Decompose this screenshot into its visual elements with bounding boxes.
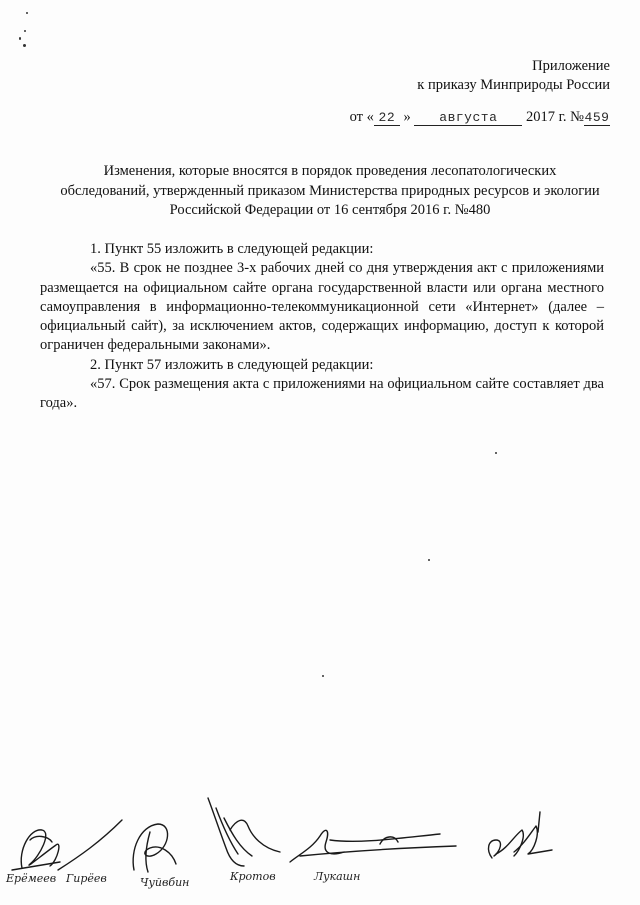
order-year-label: 2017 г. № <box>525 109 584 125</box>
order-mid: » <box>403 109 411 125</box>
item-2-quote: «57. Срок размещения акта с приложениями на официальном сайте составляет два года». <box>40 376 604 412</box>
signature-name-4: Кротов <box>230 870 276 883</box>
signature-name-1: Ерёмеев <box>6 872 57 885</box>
signature-strokes <box>0 790 640 905</box>
appendix-label: Приложение <box>532 58 610 74</box>
appendix-order-ref: к приказу Минприроды России <box>417 77 610 93</box>
order-day: 22 <box>374 111 400 126</box>
signature-name-5: Лукашн <box>314 870 361 883</box>
signature-name-3: Чуйвбин <box>140 876 190 889</box>
order-month: августа <box>414 111 522 126</box>
order-number: 459 <box>584 110 610 125</box>
item-2-heading: 2. Пункт 57 изложить в следующей редакции: <box>90 356 374 373</box>
item-1-quote: «55. В срок не позднее 3-х рабочих дней со дня утверждения акт с приложениями размещается на официальном сайте органа государственной власти или органа местного самоуправления в информационно-телекоммуникационной сети «Интернет» (далее – официальный сайт), за исключением актов, содержащих информацию, доступ к которой ограничен федеральными законами». <box>40 260 604 354</box>
signatures-area <box>0 790 640 905</box>
order-date-number <box>350 108 610 127</box>
document-body <box>40 240 604 414</box>
item-1-heading: 1. Пункт 55 изложить в следующей редакции: <box>90 241 374 257</box>
signature-name-2: Гирёев <box>66 872 107 885</box>
appendix-header <box>417 57 610 95</box>
order-prefix: от « <box>349 109 374 125</box>
document-title: Изменения, которые вносятся в порядок проведения лесопатологических обследований, утвержденный приказом Министерства природных ресурсов и экологии Российской Федерации от 16 сентября 2016 г. №480 <box>60 163 600 218</box>
